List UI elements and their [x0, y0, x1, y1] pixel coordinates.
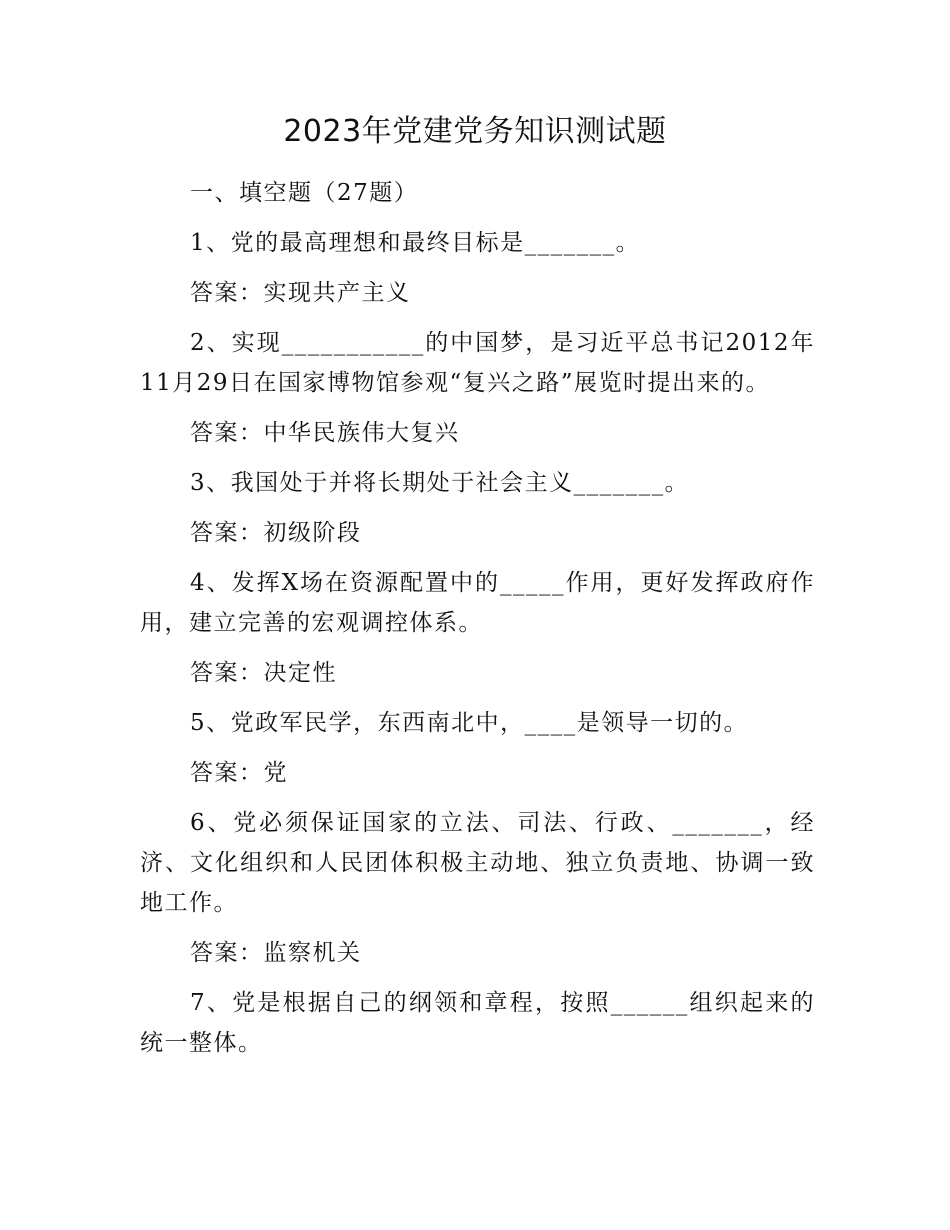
question-2: 2、实现___________的中国梦，是习近平总书记2012年11月29日在国家博物馆参观“复兴之路”展览时提出来的。 [140, 330, 815, 396]
question-1: 1、党的最高理想和最终目标是_______。 [190, 230, 641, 256]
answer-6: 答案：监察机关 [190, 940, 362, 966]
question-7: 7、党是根据自己的纲领和章程，按照______组织起来的统一整体。 [140, 990, 815, 1056]
answer-5: 答案：党 [190, 760, 288, 786]
answer-4: 答案：决定性 [190, 660, 337, 686]
question-4: 4、发挥X场在资源配置中的_____作用，更好发挥政府作用，建立完善的宏观调控体系。 [140, 570, 815, 636]
question-3: 3、我国处于并将长期处于社会主义_______。 [190, 470, 690, 496]
document-title: 2023年党建党务知识测试题 [283, 114, 667, 149]
answer-3: 答案：初级阶段 [190, 520, 362, 546]
answer-2: 答案：中华民族伟大复兴 [190, 420, 460, 446]
answer-1: 答案：实现共产主义 [190, 280, 411, 306]
document-body [140, 173, 815, 1073]
question-5: 5、党政军民学，东西南北中，____是领导一切的。 [190, 710, 749, 736]
section-heading: 一、填空题（27题） [190, 180, 419, 206]
question-6: 6、党必须保证国家的立法、司法、行政、_______，经济、文化组织和人民团体积极主动地、独立负责地、协调一致地工作。 [140, 810, 815, 916]
